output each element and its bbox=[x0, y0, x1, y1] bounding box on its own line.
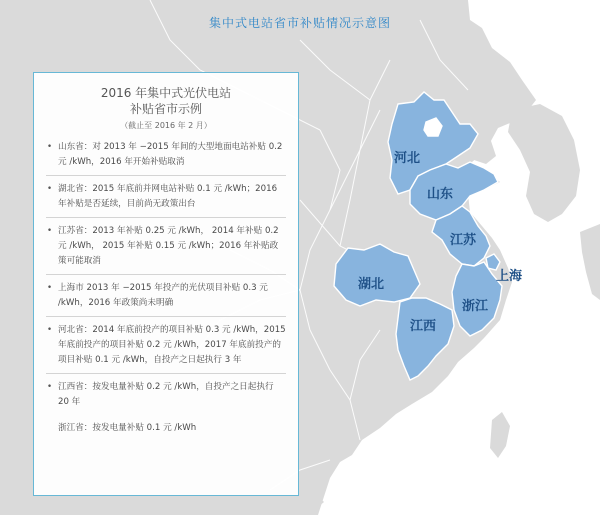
panel-title-line2: 补贴省市示例 bbox=[129, 102, 202, 116]
label-shandong: 山东 bbox=[427, 187, 454, 202]
list-item-jiangsu: • 江苏省：2013 年补贴 0.25 元 /kWh， 2014 年补贴 0.2 元 /kWh， 2015 年补贴 0.15 元 /kWh；2016 年补贴政策可能取消 bbox=[46, 224, 286, 275]
panel-title-line1: 2016 年集中式光伏电站 bbox=[100, 86, 232, 100]
label-shanghai: 上海 bbox=[496, 269, 523, 284]
panel-date-note: （截止至 2016 年 2 月） bbox=[120, 121, 212, 130]
list-item-shandong: • 山东省：对 2013 年 −2015 年间的大型地面电站补贴 0.2 元 /kWh，2016 年开始补贴取消 bbox=[46, 140, 286, 176]
page-title: 集中式电站省市补贴情况示意图 bbox=[208, 16, 391, 30]
list-item-hubei: • 湖北省：2015 年底前并网电站补贴 0.1 元 /kWh；2016 年补贴是否延续，目前尚无政策出台 bbox=[46, 182, 286, 218]
label-jiangsu: 江苏 bbox=[450, 233, 477, 248]
label-jiangxi: 江西 bbox=[410, 319, 437, 334]
subsidy-info-panel bbox=[33, 72, 299, 496]
label-hubei: 湖北 bbox=[358, 277, 385, 292]
label-hebei: 河北 bbox=[394, 151, 421, 166]
label-zhejiang: 浙江 bbox=[462, 299, 489, 314]
subsidy-list bbox=[46, 140, 286, 441]
list-item-shanghai: • 上海市 2013 年 −2015 年投产的光伏项目补贴 0.3 元 /kWh，2016 年政策尚未明确 bbox=[46, 281, 286, 317]
list-item-jiangxi: • 江西省：按发电量补贴 0.2 元 /kWh，自投产之日起执行 20 年 bbox=[46, 380, 286, 415]
list-item-zhejiang: 浙江省：按发电量补贴 0.1 元 /kWh bbox=[58, 423, 197, 433]
list-item-hebei: • 河北省：2014 年底前投产的项目补贴 0.3 元 /kWh，2015 年底前投产的项目补贴 0.2 元 /kWh，2017 年底前投产的项目补贴 0.1 元 /kWh，自投产之日起执行 3 年 bbox=[46, 323, 286, 374]
